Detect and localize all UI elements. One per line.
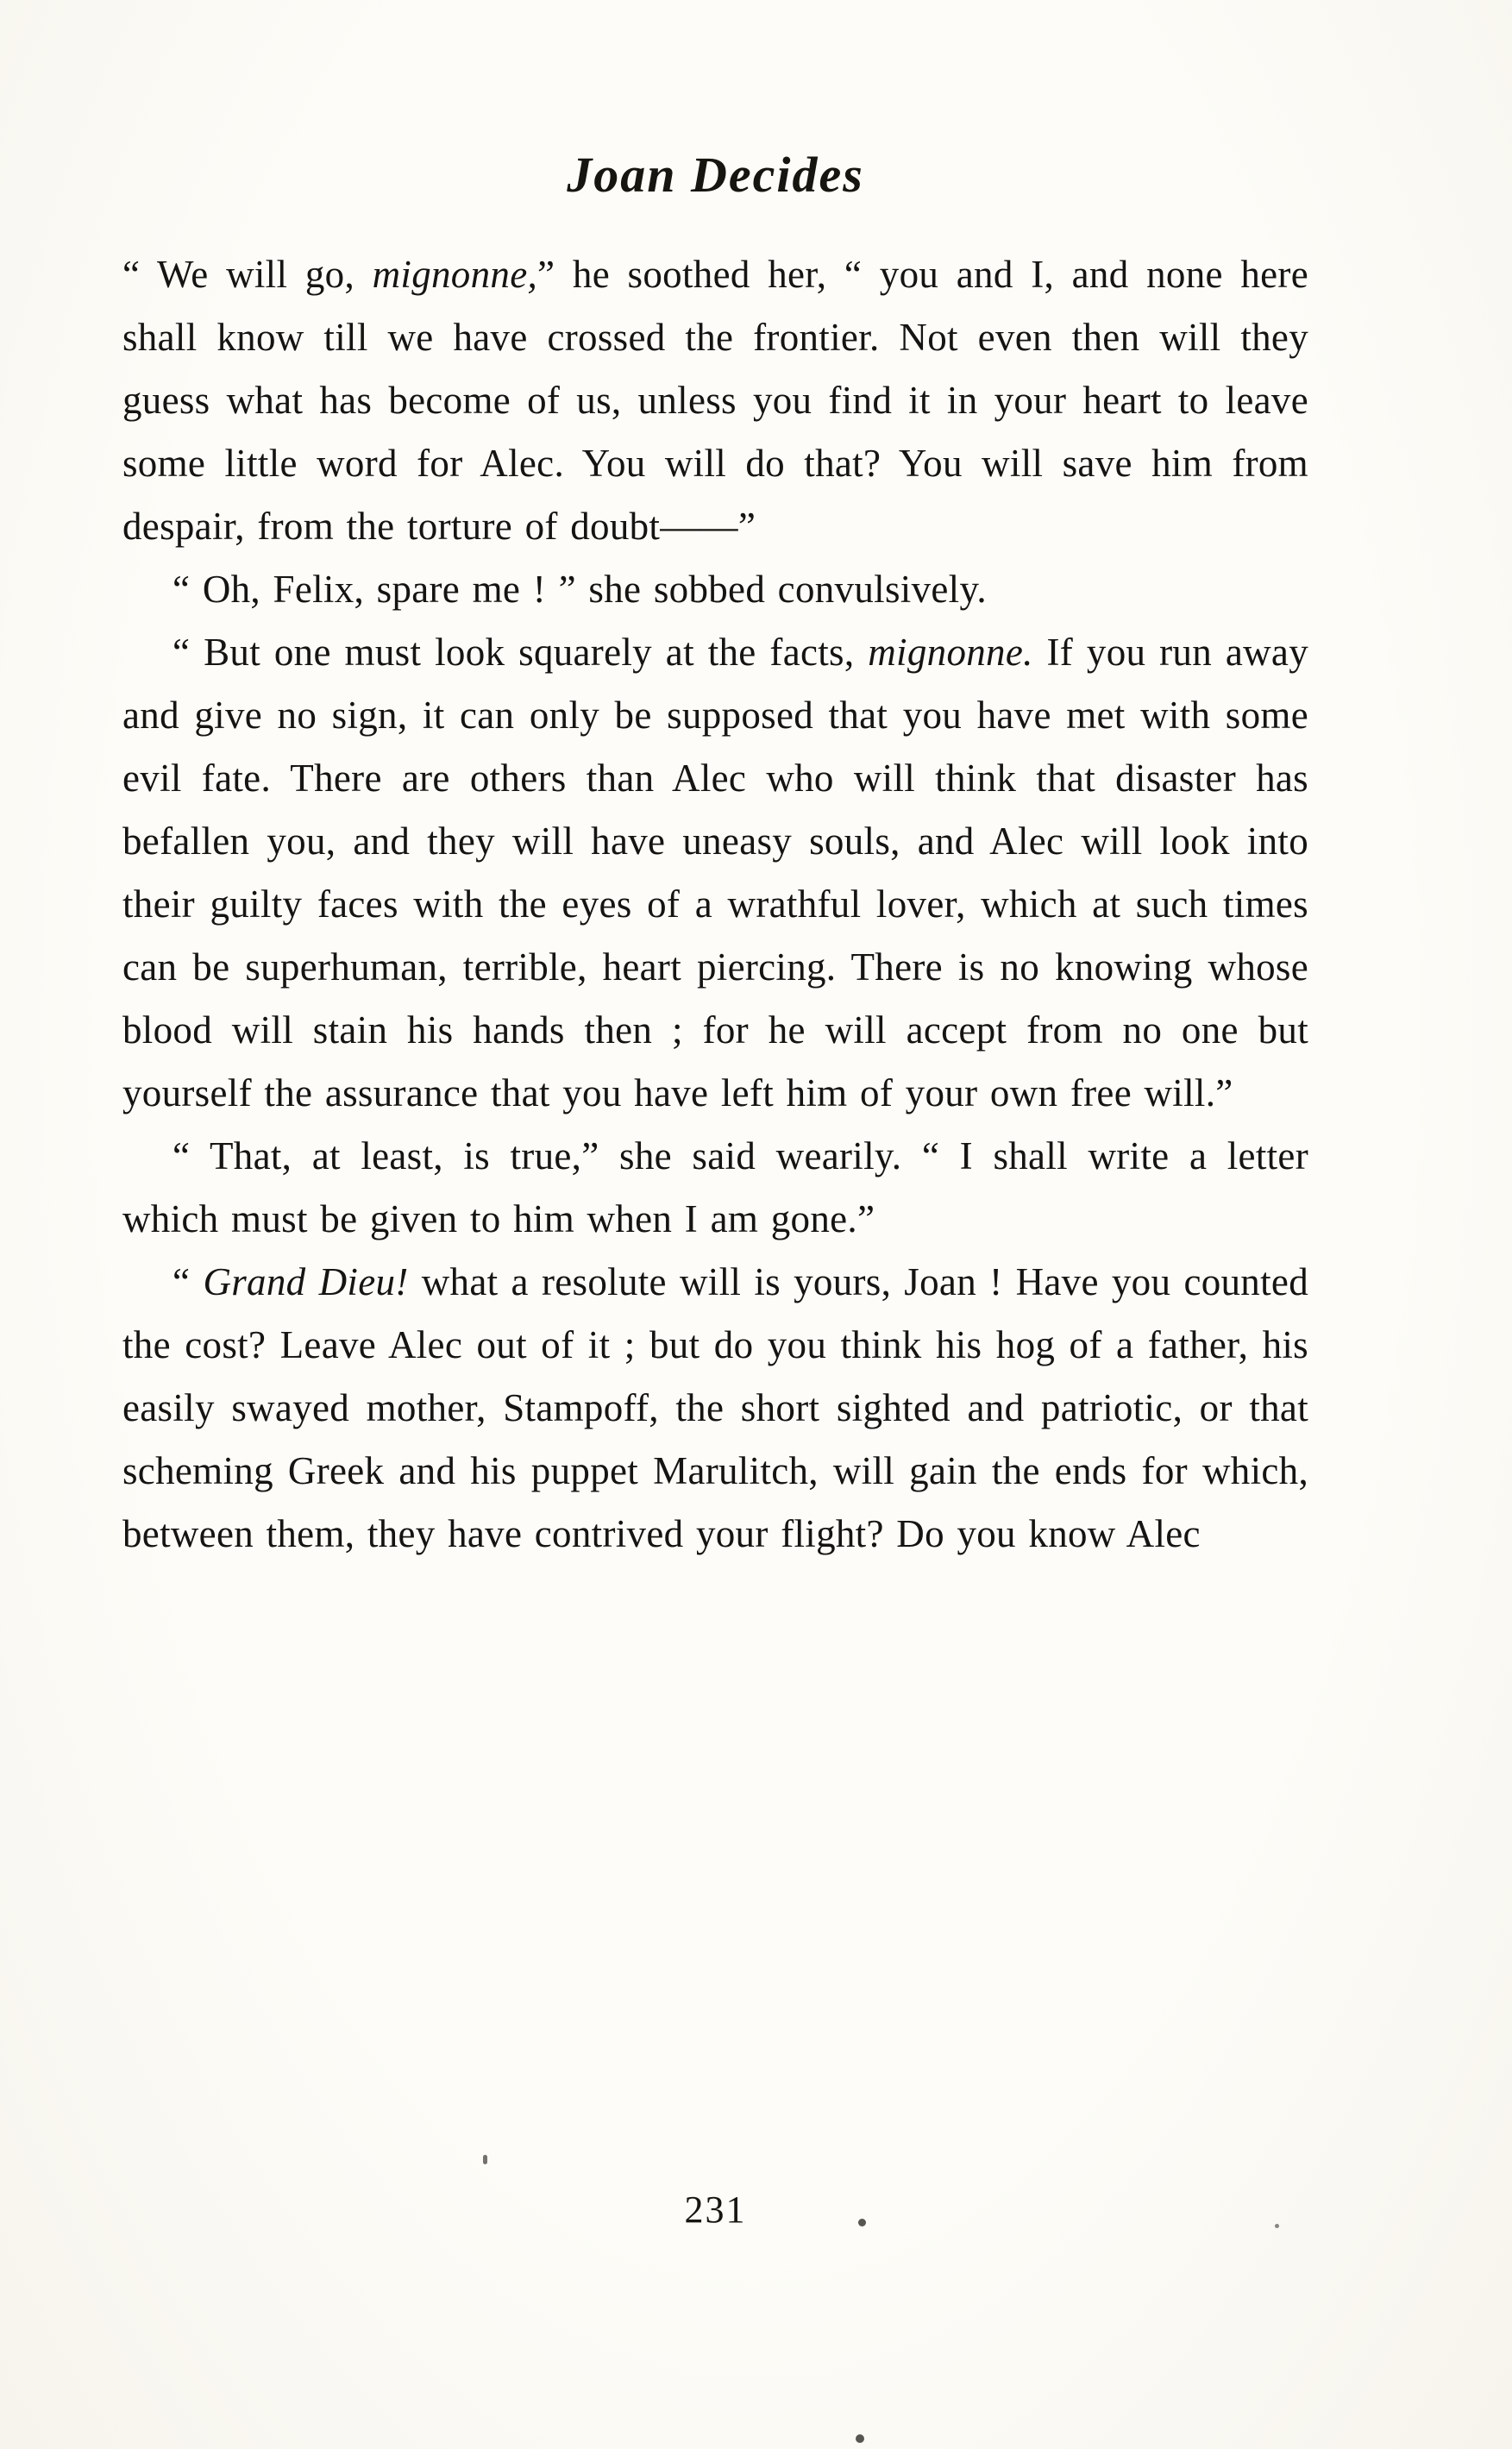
paragraph-text-italic: mignonne. — [868, 631, 1033, 674]
paragraph — [122, 621, 1308, 1125]
paragraph — [122, 1251, 1308, 1566]
scan-speck — [858, 2219, 866, 2226]
paragraph-text: “ — [173, 1260, 204, 1303]
paragraph-text: “ That, at least, is true,” she said wearily. “ I shall write a letter which must be given to him when I am gone.” — [122, 1134, 1308, 1240]
scan-speck — [856, 2434, 864, 2443]
paragraph-text-italic: Grand Dieu! — [203, 1260, 409, 1303]
scan-speck — [483, 2155, 487, 2164]
paragraph — [122, 1125, 1308, 1251]
page-number: 231 — [684, 2188, 747, 2231]
paragraph-text: If you run away and give no sign, it can only be supposed that you have met with some evil fate. There are others than Alec who will think that disaster has befallen you, and they will have uneasy souls, and Alec will look into their guilty faces with the eyes of a wrathful lover, which at such times can be superhuman, terrible, heart piercing. There is no knowing whose blood will stain his hands then ; for he will accept from no one but yourself the assurance that you have left him of your own free will.” — [122, 631, 1309, 1115]
scan-speck — [1275, 2224, 1279, 2228]
paragraph-text: “ We will go, — [122, 253, 373, 296]
paragraph-text: ” he soothed her, “ you and I, and none here shall know till we have crossed the frontier. Not even then will they guess what has become of us, unless you find it in your heart to leave some little word for Alec. You will do that? You will save him from despair, from the torture of doubt——” — [122, 253, 1308, 548]
paragraph-text: “ But one must look squarely at the facts, — [173, 631, 869, 674]
paragraph-text-italic: mignonne, — [372, 253, 538, 296]
running-header: Joan Decides — [567, 147, 864, 203]
paragraph-text: what a resolute will is yours, Joan ! Have you counted the cost? Leave Alec out of it ; but do you think his hog of a father, his easily swayed mother, Stampoff, the short sighted and patriotic, or that scheming Greek and his puppet Marulitch, will gain the ends for which, between them, they have contrived your flight? Do you know Alec — [122, 1260, 1308, 1555]
paragraph — [122, 243, 1308, 558]
text-block — [122, 243, 1308, 1566]
paragraph-text: “ Oh, Felix, spare me ! ” she sobbed convulsively. — [173, 568, 987, 611]
paragraph — [122, 558, 1308, 621]
